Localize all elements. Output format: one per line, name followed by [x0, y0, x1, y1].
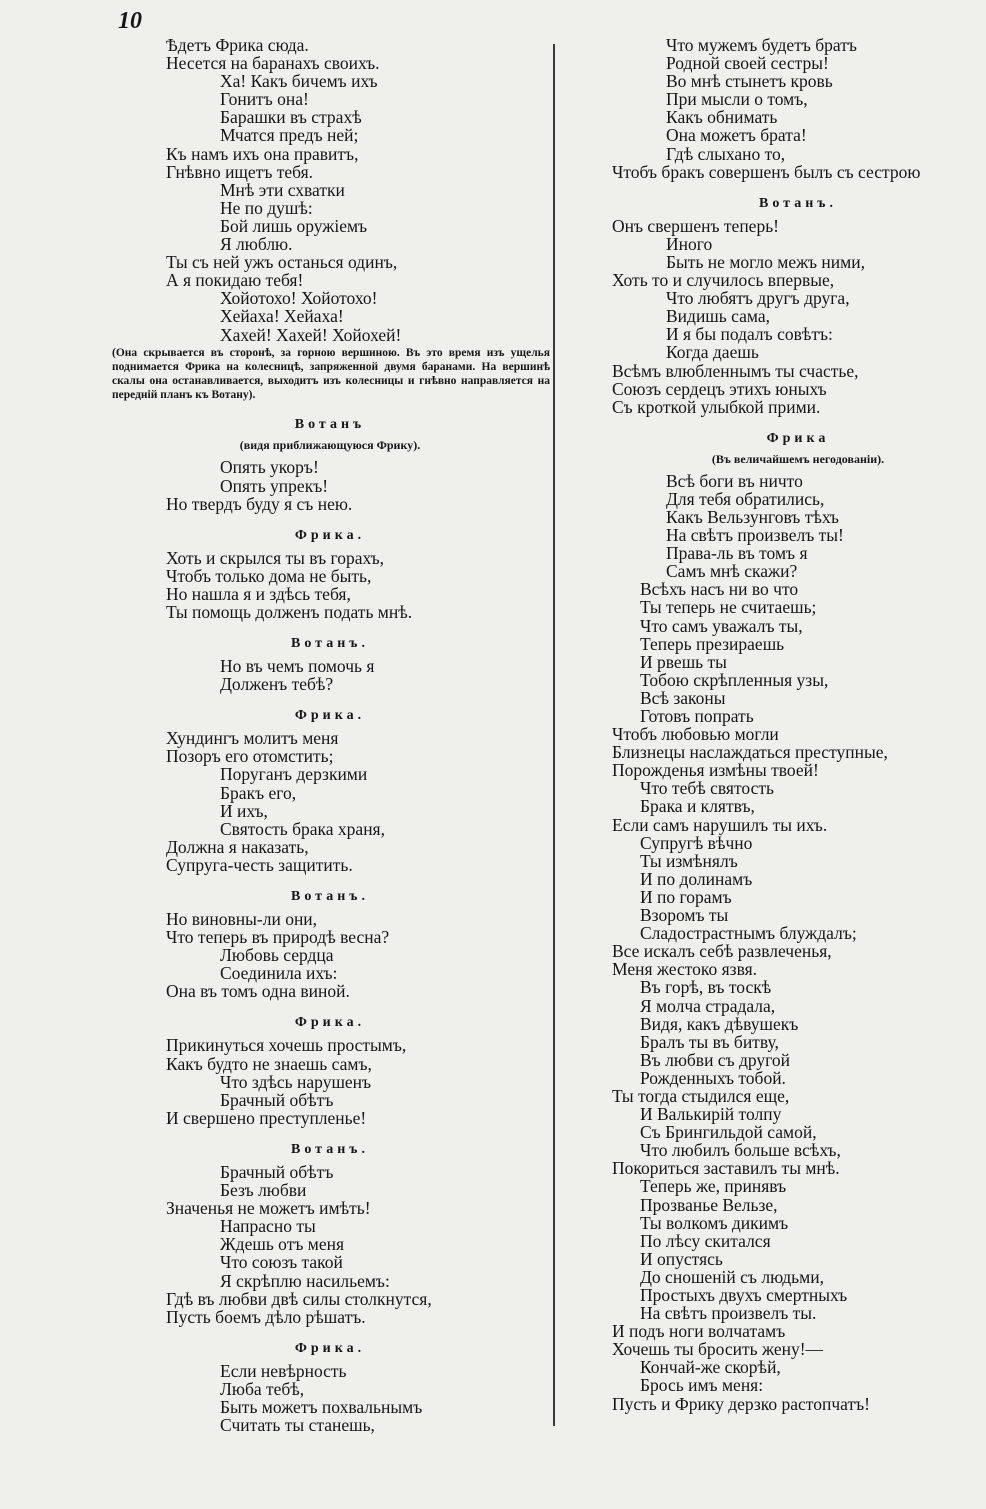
verse-line: Позоръ его отомстить; [166, 746, 334, 767]
verse-line: Долженъ тебѣ? [220, 674, 334, 695]
verse-line: Но виновны-ли они, [166, 909, 318, 929]
verse-line: Если невѣрность [220, 1360, 347, 1381]
verse-line: Все искалъ себѣ развлеченья, [612, 941, 832, 962]
verse-line: Хахей! Хахей! Хойохей! [220, 324, 402, 345]
verse-line: Соединила ихъ: [220, 963, 338, 984]
verse-line: Тобою скрѣпленныя узы, [640, 669, 829, 690]
verse-line: Что любилъ больше всѣхъ, [640, 1140, 841, 1161]
verse-line: Значенья не можетъ имѣть! [166, 1198, 371, 1219]
verse-line: Порожденья измѣны твоей! [612, 760, 819, 781]
verse-line: Хундингъ молитъ меня [166, 728, 339, 749]
verse-line: Иного [666, 233, 713, 254]
verse-line: Видя, какъ дѣвушекъ [640, 1013, 799, 1034]
verse-line: И опустясь [640, 1248, 723, 1269]
verse-line: Покориться заставилъ ты мнѣ. [612, 1158, 840, 1179]
verse-line: Близнецы наслаждаться преступные, [612, 742, 888, 763]
verse-line: И рвешь ты [640, 651, 727, 672]
verse-line: Мчатся предъ ней; [220, 125, 359, 146]
verse-line: Прикинуться хочешь простымъ, [166, 1035, 407, 1056]
verse-line: Если самъ нарушилъ ты ихъ. [612, 814, 828, 835]
verse-line: До сношеній съ людьми, [640, 1266, 824, 1287]
verse-line: Готовъ попрать [640, 706, 754, 726]
verse-line: И подъ ноги волчатамъ [612, 1321, 786, 1342]
verse-line: И Валькирій толпу [640, 1104, 782, 1125]
verse-line: Чтобъ бракъ совершенъ былъ съ сестрою [612, 161, 921, 182]
verse-line: Хоть то и случилось впервые, [612, 270, 835, 291]
verse-line: Я скрѣплю насильемъ: [220, 1270, 390, 1291]
speaker-heading: Вотанъ. [291, 636, 369, 652]
speaker-heading: Фрика [766, 430, 830, 446]
verse-line: Но въ чемъ помочь я [220, 656, 375, 677]
verse-line: Она въ томъ одна виной. [166, 981, 350, 1002]
verse-line: И свершено преступленье! [166, 1107, 367, 1128]
verse-line: Взоромъ ты [640, 905, 729, 926]
speaker-heading: Вотанъ. [291, 889, 369, 904]
column-divider [553, 44, 555, 1426]
verse-line: И ихъ, [220, 800, 268, 821]
speaker-heading: Вотанъ. [291, 1141, 369, 1157]
verse-line: Что теперь въ природѣ весна? [166, 927, 390, 948]
verse-line: Она можетъ брата! [666, 125, 807, 146]
verse-line: Гнѣвно ищетъ тебя. [166, 161, 314, 182]
verse-line: А я покидаю тебя! [166, 270, 304, 291]
stage-direction-block: (Она скрывается въ сторонѣ, за горною вершиною. Въ это время изъ ущелья поднимается Фрика на колесницѣ, запряженной двумя баранами. На вершинѣ скалы она останавливается, выходитъ изъ колесницы и гнѣвно направляется на передній планъ къ Вотану). [112, 346, 550, 402]
verse-line: Теперь презираешь [640, 633, 785, 654]
speaker-heading: Вотанъ. [759, 195, 837, 211]
verse-line: Но твердъ буду я съ нею. [166, 493, 353, 514]
verse-line: Чтобъ только дома не быть, [166, 565, 372, 586]
verse-line: Видишь сама, [666, 306, 770, 327]
verse-line: Ты теперь не считаешь; [640, 597, 817, 618]
verse-line: Онъ свершенъ теперь! [612, 215, 780, 236]
speaker-heading: Фрика. [294, 1340, 366, 1356]
verse-line: Пусть и Фрику дерзко растопчатъ! [612, 1393, 870, 1414]
verse-line: Ты помощь долженъ подать мнѣ. [166, 601, 413, 622]
verse-line: Опять укоръ! [220, 457, 319, 478]
verse-line: Ты измѣнялъ [640, 850, 738, 871]
verse-line: Всѣмъ влюбленнымъ ты счастье, [612, 360, 859, 381]
verse-line: Брачный обѣтъ [220, 1161, 334, 1182]
verse-line: Ты тогда стыдился еще, [612, 1085, 790, 1106]
verse-line: Люба тебѣ, [220, 1378, 305, 1399]
verse-line: Мнѣ эти схватки [220, 179, 345, 200]
verse-line: Опять упрекъ! [220, 475, 329, 496]
verse-line: Во мнѣ стынетъ кровь [666, 71, 833, 92]
verse-line: Меня жестоко язвя. [612, 959, 758, 980]
verse-line: Любовь сердца [220, 945, 334, 966]
verse-line: Какъ обнимать [666, 107, 778, 128]
verse-line: Теперь же, принявъ [640, 1176, 787, 1197]
verse-line: Гонитъ она! [220, 89, 309, 110]
verse-line: Всѣхъ насъ ни во что [640, 579, 799, 600]
speaker-heading: Фрика. [294, 527, 366, 543]
verse-line: Самъ мнѣ скажи? [666, 561, 798, 582]
verse-line: И я бы подалъ совѣтъ: [666, 324, 833, 345]
verse-line: И по долинамъ [640, 868, 753, 889]
verse-line: Должна я наказать, [166, 836, 309, 857]
verse-line: Что тебѣ святость [640, 778, 774, 799]
verse-line: Ха! Какъ бичемъ ихъ [220, 71, 378, 92]
verse-line: Прозванье Вельзе, [640, 1194, 778, 1215]
verse-line: Въ горѣ, въ тоскѣ [640, 977, 772, 998]
verse-line: Кончай-же скорѣй, [640, 1357, 781, 1378]
verse-line: Ты волкомъ дикимъ [640, 1212, 789, 1233]
verse-line: Бракъ его, [220, 782, 297, 803]
verse-line: Быть можетъ похвальнымъ [220, 1396, 423, 1417]
verse-line: Всѣ боги въ ничто [666, 470, 803, 491]
verse-line: Ѣдетъ Фрика сюда. [166, 35, 309, 55]
verse-line: Хойотохо! Хойотохо! [220, 288, 378, 309]
verse-line: Безъ любви [220, 1180, 307, 1201]
verse-line: Родной своей сестры! [666, 53, 829, 74]
verse-line: Чтобъ любовью могли [612, 724, 779, 745]
verse-line: Я люблю. [220, 234, 293, 255]
speaker-heading: Вотанъ [294, 417, 366, 433]
verse-line: Что союзъ такой [220, 1252, 343, 1273]
verse-line: Гдѣ въ любви двѣ силы столкнутся, [166, 1288, 432, 1309]
verse-line: Что мужемъ будетъ братъ [666, 35, 857, 55]
verse-line: Не по душѣ: [220, 197, 313, 218]
verse-line: Что самъ уважалъ ты, [640, 615, 803, 636]
verse-line: Съ кроткой улыбкой прими. [612, 396, 821, 417]
verse-line: Рожденныхъ тобой. [640, 1067, 786, 1088]
verse-line: Хейаха! Хейаха! [220, 306, 344, 327]
verse-line: Для тебя обратились, [666, 488, 825, 509]
verse-line: Ты съ ней ужъ останься одинъ, [166, 252, 398, 273]
verse-line: Бралъ ты въ битву, [640, 1031, 779, 1052]
verse-line: Напрасно ты [220, 1216, 316, 1237]
verse-line: Что любятъ другъ друга, [666, 288, 850, 309]
verse-line: Къ намъ ихъ она правитъ, [166, 143, 359, 164]
verse-line: Какъ Вельзунговъ тѣхъ [666, 506, 839, 527]
right-column [612, 36, 984, 1413]
verse-line: На свѣтъ произвелъ ты! [666, 525, 844, 546]
verse-line: Барашки въ страхѣ [220, 107, 362, 128]
verse-line: На свѣтъ произвелъ ты. [640, 1303, 817, 1324]
verse-line: Супругѣ вѣчно [640, 832, 753, 853]
verse-line: Брачный обѣтъ [220, 1089, 334, 1110]
left-column [110, 36, 550, 1434]
verse-line: Считать ты станешь, [220, 1415, 375, 1436]
verse-line: Хочешь ты бросить жену!— [612, 1339, 824, 1360]
verse-line: Бой лишь оружіемъ [220, 215, 368, 236]
verse-line: Гдѣ слыхано то, [666, 143, 786, 164]
verse-line: Всѣ законы [640, 687, 726, 708]
verse-line: По лѣсу скитался [640, 1230, 771, 1251]
verse-line: Съ Брингильдой самой, [640, 1122, 817, 1143]
verse-line: Когда даешь [666, 342, 759, 363]
verse-line: Пусть боемъ дѣло рѣшатъ. [166, 1306, 366, 1327]
verse-line: Супруга-честь защитить. [166, 854, 353, 875]
verse-line: Я молча страдала, [640, 995, 776, 1016]
verse-line: Несется на баранахъ своихъ. [166, 53, 380, 74]
verse-line: При мысли о томъ, [666, 89, 808, 110]
verse-line: Поруганъ дерзкими [220, 764, 368, 785]
verse-line: Простыхъ двухъ смертныхъ [640, 1285, 848, 1305]
verse-line: Что здѣсь нарушенъ [220, 1071, 372, 1092]
speaker-heading: Фрика. [294, 708, 366, 724]
verse-line: Ждешь отъ меня [220, 1234, 345, 1255]
verse-line: И по горамъ [640, 886, 732, 907]
stage-direction: (Въ величайшемъ негодованіи). [711, 451, 885, 466]
verse-line: Хоть и скрылся ты въ горахъ, [166, 547, 385, 568]
verse-line: Союзъ сердецъ этихъ юныхъ [612, 378, 827, 399]
verse-line: Святость брака храня, [220, 818, 385, 839]
verse-line: Быть не могло межъ ними, [666, 251, 865, 272]
page-number: 10 [118, 8, 142, 34]
verse-line: Какъ будто не знаешь самъ, [166, 1053, 372, 1074]
verse-line: Въ любви съ другой [640, 1049, 791, 1070]
verse-line: Брака и клятвъ, [640, 796, 755, 817]
stage-direction: (видя приближающуюся Фрику). [239, 438, 421, 453]
speaker-heading: Фрика. [294, 1015, 366, 1031]
verse-line: Права-ль въ томъ я [666, 543, 808, 564]
verse-line: Но нашла я и здѣсь тебя, [166, 583, 351, 604]
verse-line: Брось имъ меня: [640, 1375, 764, 1396]
verse-line: Сладострастнымъ блуждалъ; [640, 923, 857, 944]
